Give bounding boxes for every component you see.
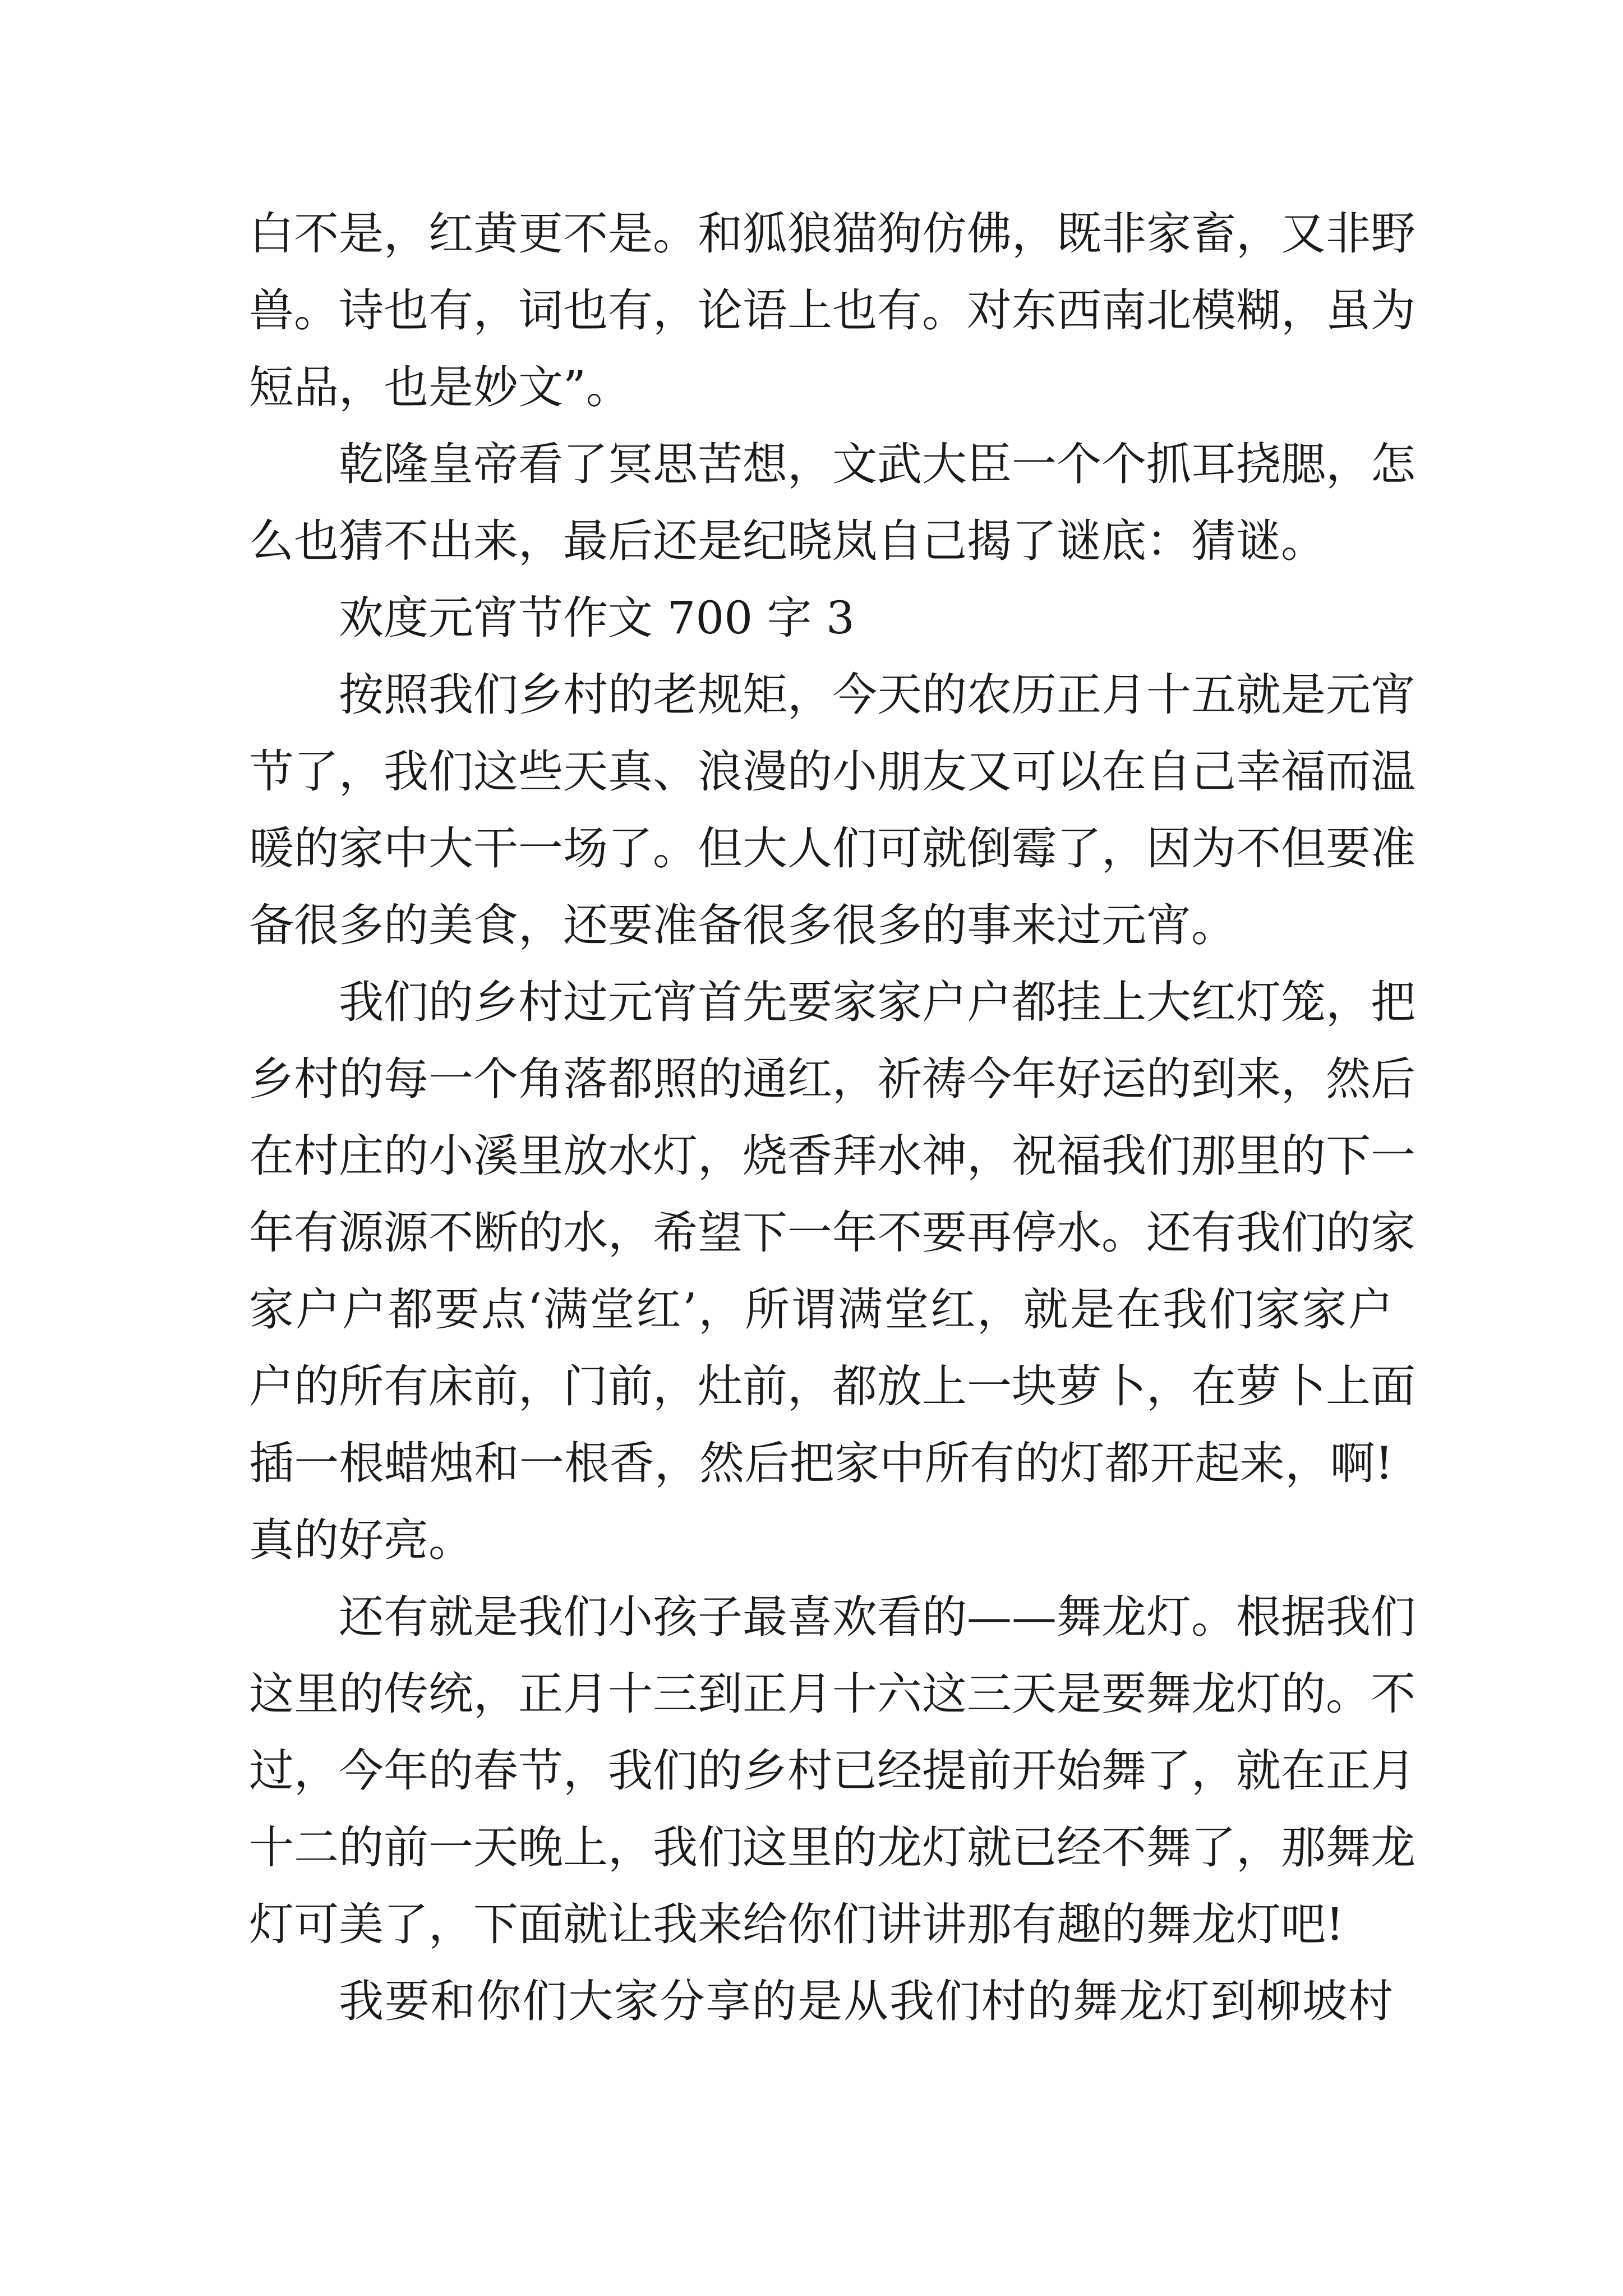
text-line: 白不是，红黄更不是。和狐狼猫狗仿佛，既非家畜，又非野 [249,208,1415,260]
paragraph-first-line: 还有就是我们小孩子最喜欢看的——舞龙灯。根据我们 [339,1591,1415,1643]
paragraph-first-line: 乾隆皇帝看了冥思苦想，文武大臣一个个抓耳挠腮，怎 [339,438,1415,490]
text-line: 过，今年的春节，我们的乡村已经提前开始舞了，就在正月 [249,1745,1415,1797]
text-line: 在村庄的小溪里放水灯，烧香拜水神，祝福我们那里的下一 [249,1130,1415,1182]
text-line: 年有源源不断的水，希望下一年不要再停水。还有我们的家 [249,1207,1415,1259]
text-line: 乡村的每一个角落都照的通红，祈祷今年好运的到来，然后 [249,1053,1415,1105]
text-line: 灯可美了，下面就让我来给你们讲讲那有趣的舞龙灯吧! [249,1898,1344,1950]
text-line: 十二的前一天晚上，我们这里的龙灯就已经不舞了，那舞龙 [249,1821,1415,1874]
paragraph-first-line: 我们的乡村过元宵首先要家家户户都挂上大红灯笼，把 [339,976,1415,1028]
text-line: 这里的传统，正月十三到正月十六这三天是要舞龙灯的。不 [249,1668,1415,1720]
text-line: 节了，我们这些天真、浪漫的小朋友又可以在自己幸福而温 [249,746,1415,798]
text-line: 暖的家中大干一场了。但大人们可就倒霉了，因为不但要准 [249,822,1415,875]
paragraph-first-line: 按照我们乡村的老规矩，今天的农历正月十五就是元宵 [339,669,1415,721]
text-line: 插一根蜡烛和一根香，然后把家中所有的灯都开起来，啊! [249,1437,1393,1489]
text-line: 短品，也是妙文”。 [249,361,631,413]
text-line: 家户户都要点‘满堂红’，所谓满堂红，就是在我们家家户 [249,1283,1393,1336]
text-line: 备很多的美食，还要准备很多很多的事来过元宵。 [249,899,1236,951]
document-body [249,195,1415,2040]
section-heading: 欢度元宵节作文 700 字 3 [339,592,855,644]
text-line: 兽。诗也有，词也有，论语上也有。对东西南北模糊，虽为 [249,284,1415,337]
text-line: 真的好亮。 [249,1514,473,1566]
paragraph-first-line: 我要和你们大家分享的是从我们村的舞龙灯到柳坡村 [339,1975,1393,2027]
text-line: 么也猜不出来，最后还是纪晓岚自己揭了谜底：猜谜。 [249,515,1326,567]
text-line: 户的所有床前，门前，灶前，都放上一块萝卜，在萝卜上面 [249,1360,1415,1412]
